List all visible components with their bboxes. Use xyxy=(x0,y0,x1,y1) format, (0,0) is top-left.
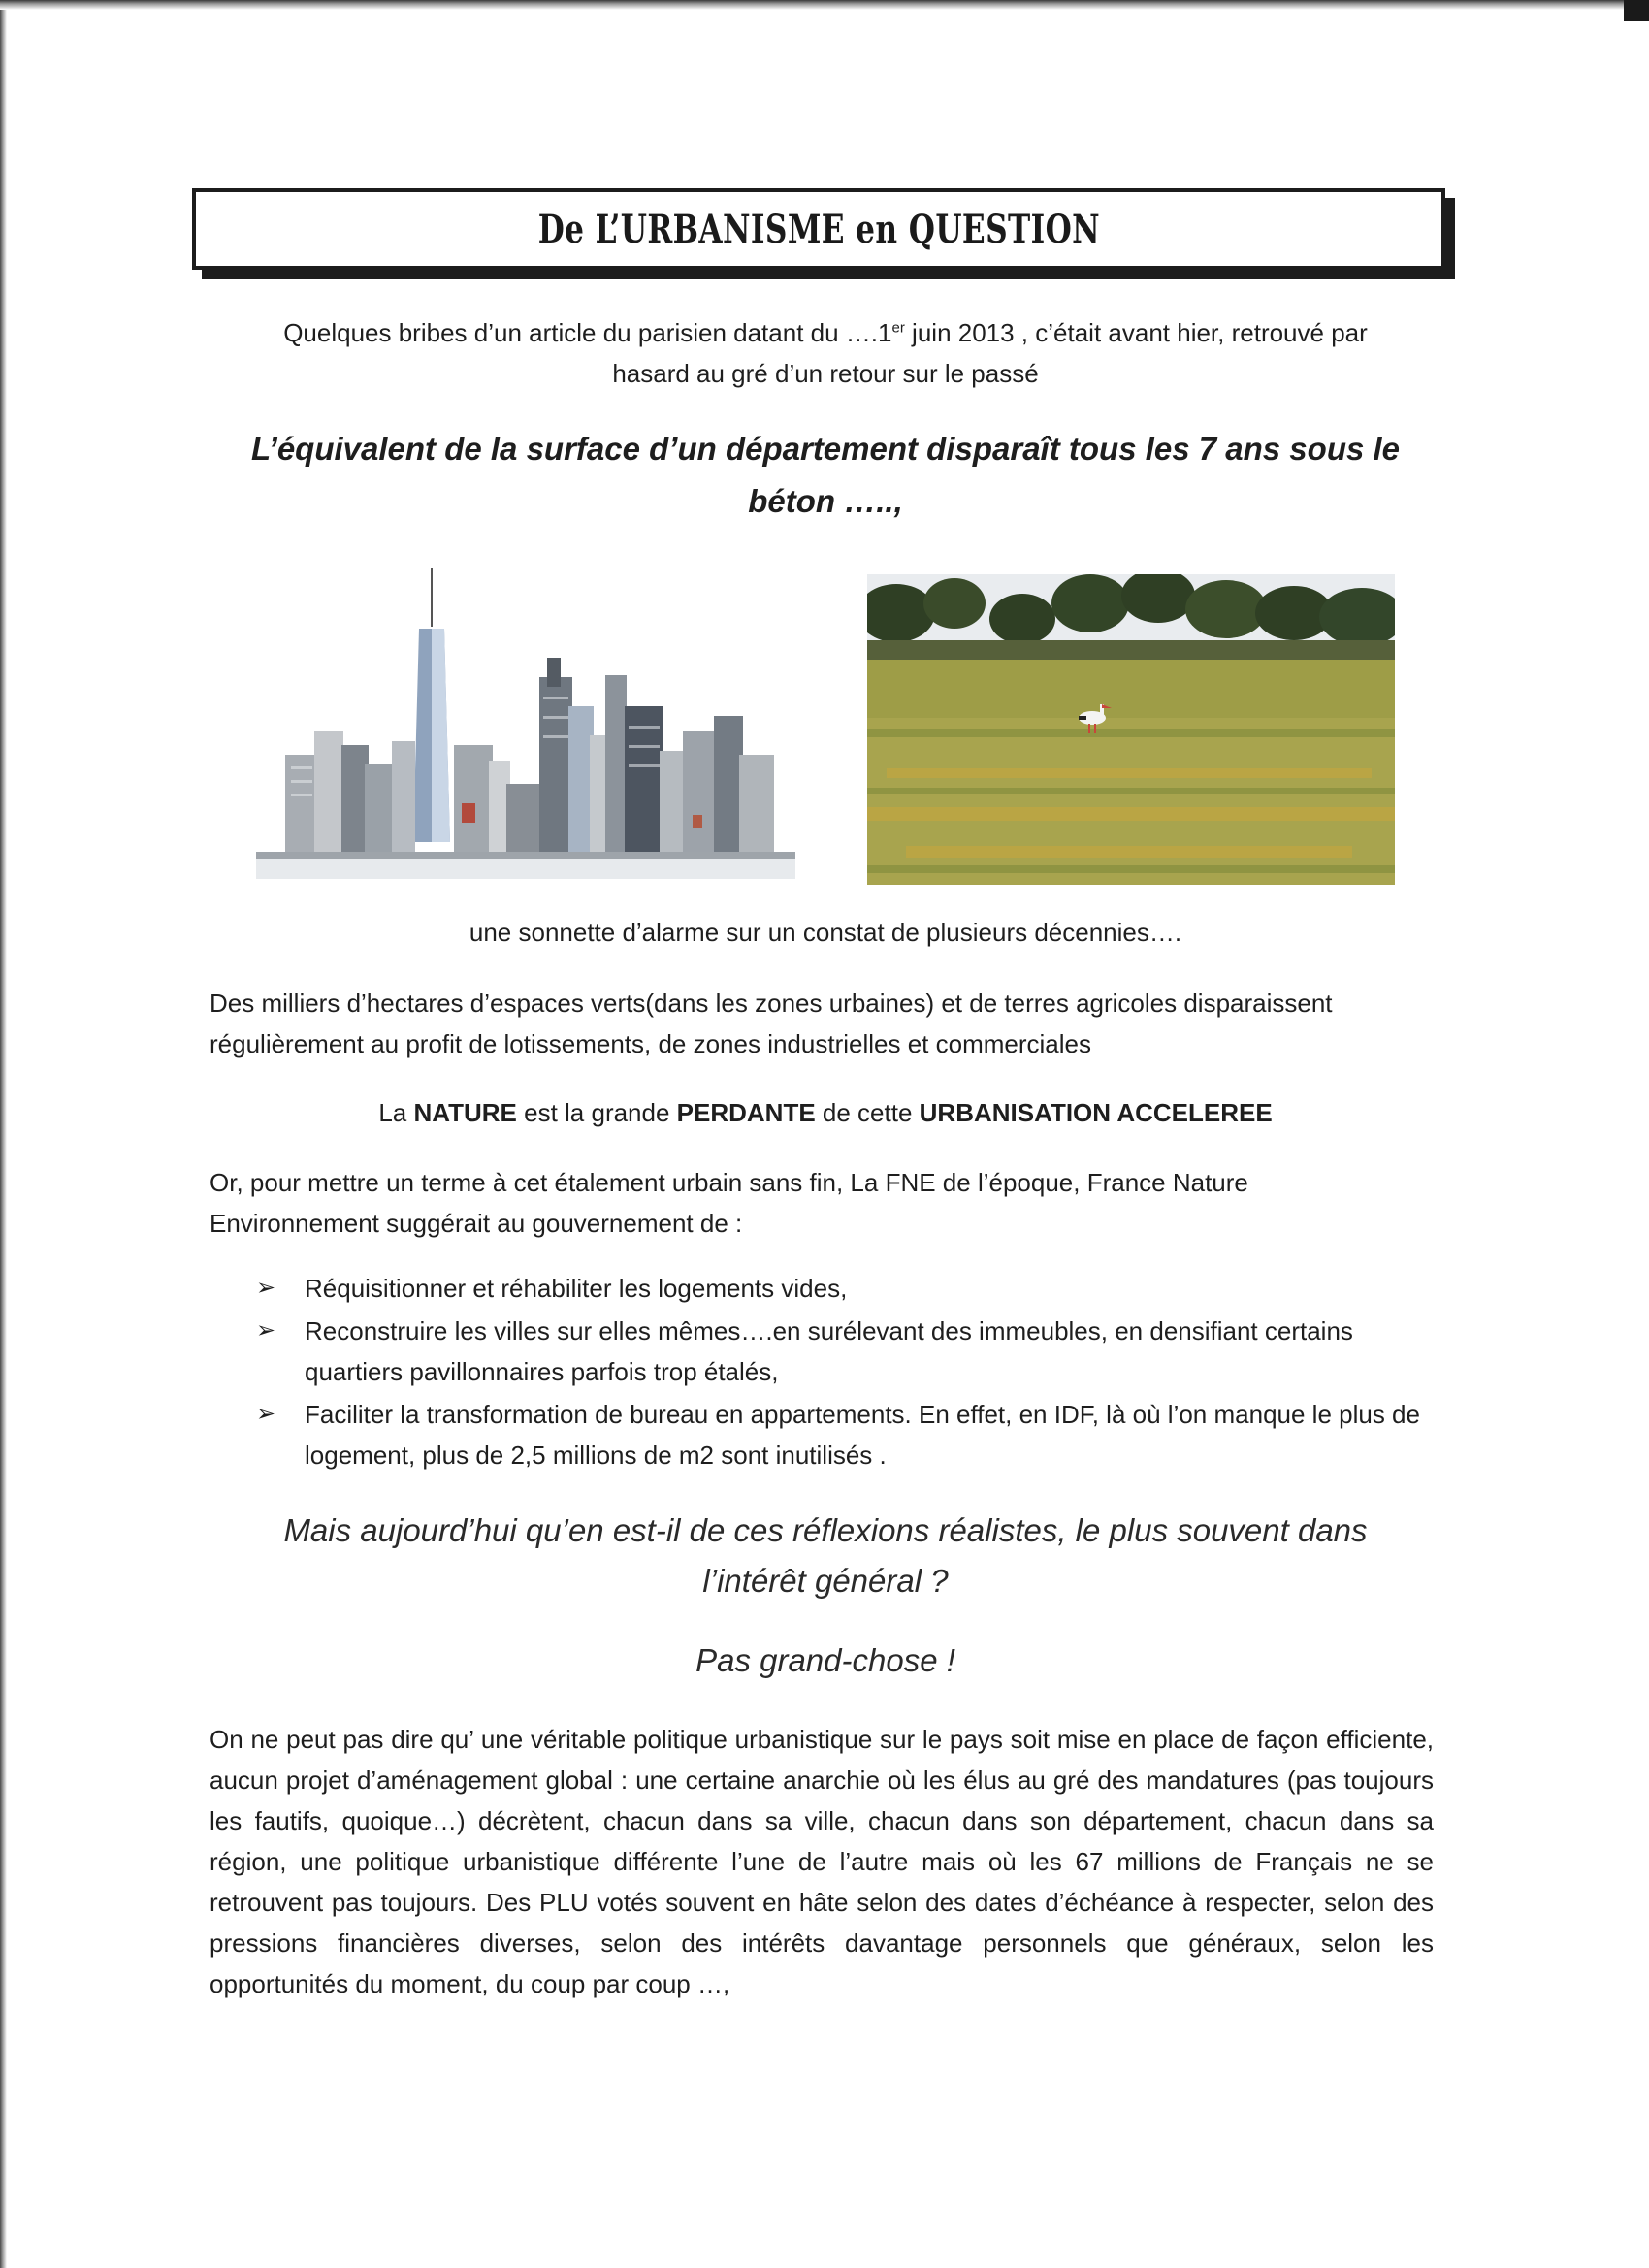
intro-line-2: hasard au gré d’un retour sur le passé xyxy=(612,359,1039,388)
headline xyxy=(210,423,1441,528)
headline-line-1: L’équivalent de la surface d’un département disparaît tous les 7 ans sous le xyxy=(250,431,1401,467)
headline-line-2: béton ….., xyxy=(748,483,903,519)
question-line-1: Mais aujourd’hui qu’en est-il de ces réflexions réalistes, le plus souvent dans xyxy=(283,1512,1368,1548)
title-box xyxy=(192,188,1445,270)
intro-text xyxy=(210,312,1441,394)
bullet-text: Reconstruire les villes sur elles mêmes….en surélevant des immeubles, en densifiant certains quartiers pavillonnaires parfois trop étalés, xyxy=(305,1316,1353,1386)
arrow-bullet-icon: ➢ xyxy=(256,1401,276,1427)
bullet-list xyxy=(256,1268,1439,1477)
alarm-line: une sonnette d’alarme sur un constat de plusieurs décennies…. xyxy=(469,918,1182,947)
intro-line-1-sup: er xyxy=(891,319,905,337)
bullet-item xyxy=(256,1394,1439,1475)
nature-line xyxy=(210,1092,1441,1133)
arrow-bullet-icon: ➢ xyxy=(256,1317,276,1344)
nature-line-part-2: est la grande xyxy=(516,1098,677,1127)
intro-line-1-a: Quelques bribes d’un article du parisien datant du ….1 xyxy=(283,318,892,347)
intro-line-1 xyxy=(210,312,1441,353)
scan-edge-left xyxy=(0,0,7,2268)
nature-line-bold-3: URBANISATION ACCELEREE xyxy=(919,1098,1273,1127)
paragraph-3: On ne peut pas dire qu’ une véritable politique urbanistique sur le pays soit mise en place de façon efficiente, aucun projet d’aménagement global : une certaine anarchie où les élus au gré des mandatures (pas toujours les fautifs, quoique…) décrètent, chacun dans sa ville, chacun dans son département, chacun dans sa région, une politique urbanistique différente l’une de l’autre mais où les 67 millions de Français ne se retrouvent pas toujours. Des PLU votés souvent en hâte selon des dates d’échéance à respecter, selon des pressions financières diverses, selon des intérêts davantage personnels que généraux, selon les opportunités du moment, du coup par coup …, xyxy=(210,1725,1434,1998)
arrow-bullet-icon: ➢ xyxy=(256,1275,276,1301)
paragraph-1: Des milliers d’hectares d’espaces verts(dans les zones urbaines) et de terres agricoles disparaissent régulièrement au profit de lotissements, de zones industrielles et commerciales xyxy=(210,988,1333,1058)
bullet-text: Réquisitionner et réhabiliter les logements vides, xyxy=(305,1274,848,1303)
meadow-stork-image xyxy=(867,574,1395,885)
paragraph-2: Or, pour mettre un terme à cet étalement urbain sans fin, La FNE de l’époque, France Nature Environnement suggérait au gouvernement de : xyxy=(210,1168,1248,1238)
page-title: De L’URBANISME en QUESTION xyxy=(537,206,1100,252)
nature-line-bold-2: PERDANTE xyxy=(676,1098,816,1127)
nature-line-part-1: La xyxy=(378,1098,414,1127)
bullet-item xyxy=(256,1268,1439,1309)
nature-line-bold-1: NATURE xyxy=(413,1098,517,1127)
scan-corner xyxy=(1624,0,1649,21)
bullet-item xyxy=(256,1311,1439,1392)
nature-line-part-3: de cette xyxy=(815,1098,920,1127)
scan-edge-top xyxy=(0,0,1649,10)
question-line-2: l’intérêt général ? xyxy=(702,1563,949,1599)
question xyxy=(210,1506,1441,1606)
intro-line-1-b: juin 2013 , c’était avant hier, retrouvé par xyxy=(904,318,1368,347)
city-skyline-image xyxy=(256,561,795,879)
answer: Pas grand-chose ! xyxy=(695,1642,955,1678)
bullet-text: Faciliter la transformation de bureau en appartements. En effet, en IDF, là où l’on manque le plus de logement, plus de 2,5 millions de m2 sont inutilisés . xyxy=(305,1400,1420,1470)
